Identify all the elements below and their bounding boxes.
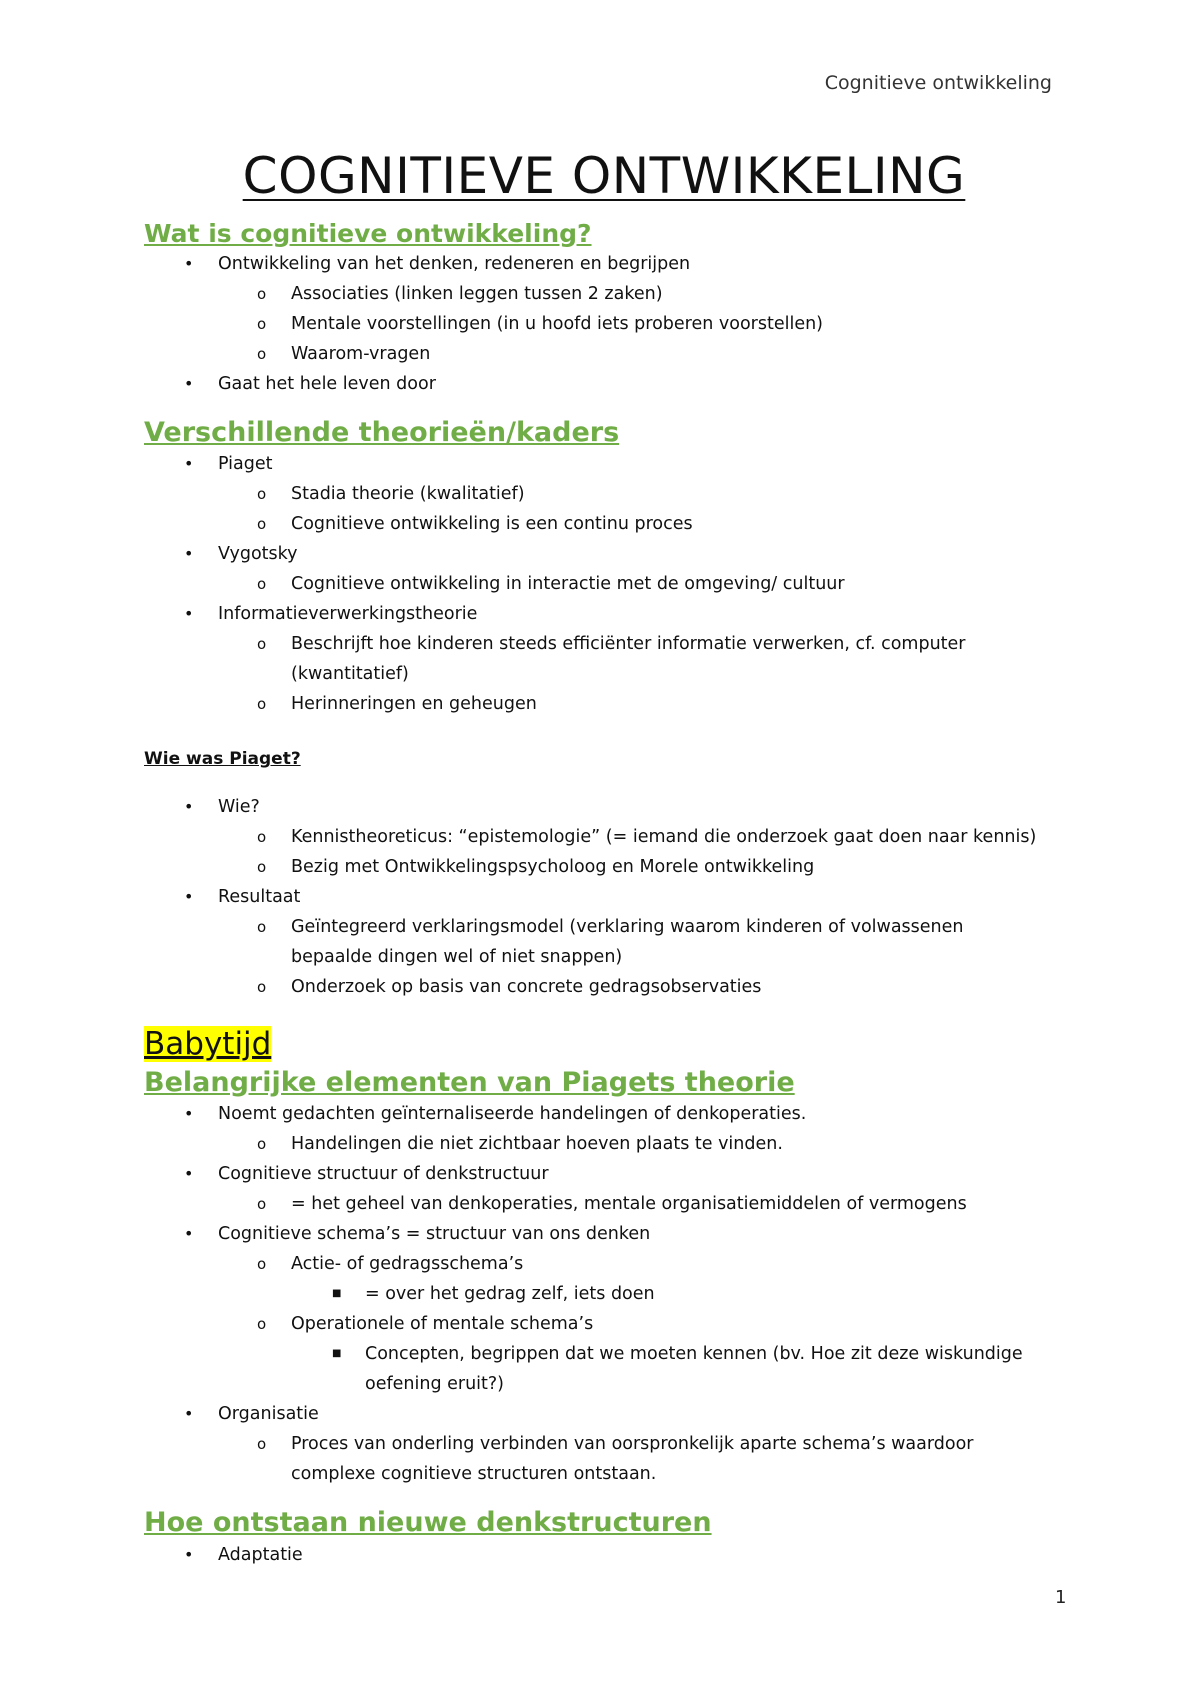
list-item: o Cognitieve ontwikkeling in interactie met de omgeving/ cultuur xyxy=(144,569,1064,599)
heading-hoe-ontstaan-nieuwe-denkstructuren: Hoe ontstaan nieuwe denkstructuren xyxy=(144,1507,712,1539)
bullet-circle-icon: o xyxy=(257,1195,267,1214)
list-item-continuation: bepaalde dingen wel of niet snappen) xyxy=(291,946,623,967)
list-item: o Handelingen die niet zichtbaar hoeven plaats te vinden. xyxy=(144,1129,1064,1159)
bullet-dot-icon: • xyxy=(184,1544,194,1564)
bullet-circle-icon: o xyxy=(257,485,267,504)
bullet-dot-icon: • xyxy=(184,254,194,273)
list-item: • Cognitieve schema’s = structuur van ons denken xyxy=(144,1219,1064,1249)
list-item: • Wie? xyxy=(144,792,1064,822)
list-item: o Mentale voorstellingen (in u hoofd iets proberen voorstellen) xyxy=(144,309,1064,339)
document-title: COGNITIEVE ONTWIKKELING xyxy=(242,147,966,205)
document-body xyxy=(144,145,1064,1570)
page-number: 1 xyxy=(1055,1587,1067,1608)
running-header: Cognitieve ontwikkeling xyxy=(824,72,1052,94)
list-item: ■ Concepten, begrippen dat we moeten kennen (bv. Hoe zit deze wiskundige xyxy=(144,1339,1064,1369)
list-item: • Adaptatie xyxy=(144,1540,1064,1570)
list-item: • Piaget xyxy=(144,449,1064,479)
list-item-continuation: oefening eruit?) xyxy=(365,1374,505,1395)
list-item: • Resultaat xyxy=(144,882,1064,912)
heading-babytijd: Babytijd xyxy=(144,1025,272,1062)
list-item: • Vygotsky xyxy=(144,539,1064,569)
bullet-square-icon: ■ xyxy=(332,1288,342,1300)
bullet-circle-icon: o xyxy=(257,1435,267,1454)
list-item: o Beschrijft hoe kinderen steeds efficiënter informatie verwerken, cf. computer xyxy=(144,629,1064,659)
bullet-dot-icon: • xyxy=(184,1164,194,1184)
bullet-circle-icon: o xyxy=(257,695,267,714)
list-wat-is xyxy=(144,249,1064,399)
bullet-circle-icon: o xyxy=(257,977,267,996)
list-theorieen xyxy=(144,449,1064,719)
list-item: • Organisatie xyxy=(144,1399,1064,1429)
bullet-dot-icon: • xyxy=(184,1104,194,1124)
list-item: o Geïntegreerd verklaringsmodel (verklaring waarom kinderen of volwassenen xyxy=(144,912,1064,942)
bullet-dot-icon: • xyxy=(184,886,194,906)
list-item: o Kennistheoreticus: “epistemologie” (= iemand die onderzoek gaat doen naar kennis) xyxy=(144,822,1064,852)
list-item-continuation: complexe cognitieve structuren ontstaan. xyxy=(291,1464,657,1485)
bullet-dot-icon: • xyxy=(184,796,194,816)
bullet-dot-icon: • xyxy=(184,604,194,624)
list-item: o Operationele of mentale schema’s xyxy=(144,1309,1064,1339)
bullet-square-icon: ■ xyxy=(332,1348,342,1360)
heading-wie-was-piaget: Wie was Piaget? xyxy=(144,749,301,770)
bullet-dot-icon: • xyxy=(184,1404,194,1424)
list-item: o = het geheel van denkoperaties, mentale organisatiemiddelen of vermogens xyxy=(144,1189,1064,1219)
bullet-circle-icon: o xyxy=(257,917,267,936)
bullet-dot-icon: • xyxy=(184,374,194,393)
list-item: o Actie- of gedragsschema’s xyxy=(144,1249,1064,1279)
list-item: o Bezig met Ontwikkelingspsycholoog en Morele ontwikkeling xyxy=(144,852,1064,882)
list-item: o Onderzoek op basis van concrete gedragsobservaties xyxy=(144,972,1064,1002)
list-item: • Noemt gedachten geïnternaliseerde handelingen of denkoperaties. xyxy=(144,1099,1064,1129)
list-item: • Cognitieve structuur of denkstructuur xyxy=(144,1159,1064,1189)
heading-verschillende-theorieen: Verschillende theorieën/kaders xyxy=(144,417,620,448)
list-item: ■ = over het gedrag zelf, iets doen xyxy=(144,1279,1064,1309)
bullet-dot-icon: • xyxy=(184,454,194,474)
bullet-circle-icon: o xyxy=(257,285,267,303)
list-item: • Ontwikkeling van het denken, redeneren en begrijpen xyxy=(144,249,1064,279)
heading-wat-is-cognitieve-ontwikkeling: Wat is cognitieve ontwikkeling? xyxy=(144,219,592,248)
list-item: o Waarom-vragen xyxy=(144,339,1064,369)
list-item: o Herinneringen en geheugen xyxy=(144,689,1064,719)
bullet-circle-icon: o xyxy=(257,1135,267,1154)
bullet-circle-icon: o xyxy=(257,635,267,654)
list-item: o Stadia theorie (kwalitatief) xyxy=(144,479,1064,509)
bullet-circle-icon: o xyxy=(257,1255,267,1274)
bullet-circle-icon: o xyxy=(257,827,267,846)
bullet-dot-icon: • xyxy=(184,544,194,564)
list-belangrijke-elementen xyxy=(144,1099,1064,1489)
heading-belangrijke-elementen: Belangrijke elementen van Piagets theorie xyxy=(144,1066,795,1098)
bullet-circle-icon: o xyxy=(257,315,267,333)
bullet-circle-icon: o xyxy=(257,575,267,594)
bullet-circle-icon: o xyxy=(257,1315,267,1334)
list-hoe-ontstaan xyxy=(144,1540,1064,1570)
list-item-continuation: (kwantitatief) xyxy=(291,664,409,685)
bullet-dot-icon: • xyxy=(184,1224,194,1244)
list-item: o Associaties (linken leggen tussen 2 zaken) xyxy=(144,279,1064,309)
bullet-circle-icon: o xyxy=(257,857,267,876)
bullet-circle-icon: o xyxy=(257,515,267,534)
list-item: o Proces van onderling verbinden van oorspronkelijk aparte schema’s waardoor xyxy=(144,1429,1064,1459)
list-item: • Gaat het hele leven door xyxy=(144,369,1064,399)
list-item: • Informatieverwerkingstheorie xyxy=(144,599,1064,629)
bullet-circle-icon: o xyxy=(257,345,267,363)
list-item: o Cognitieve ontwikkeling is een continu proces xyxy=(144,509,1064,539)
list-wie-was-piaget xyxy=(144,792,1064,1002)
